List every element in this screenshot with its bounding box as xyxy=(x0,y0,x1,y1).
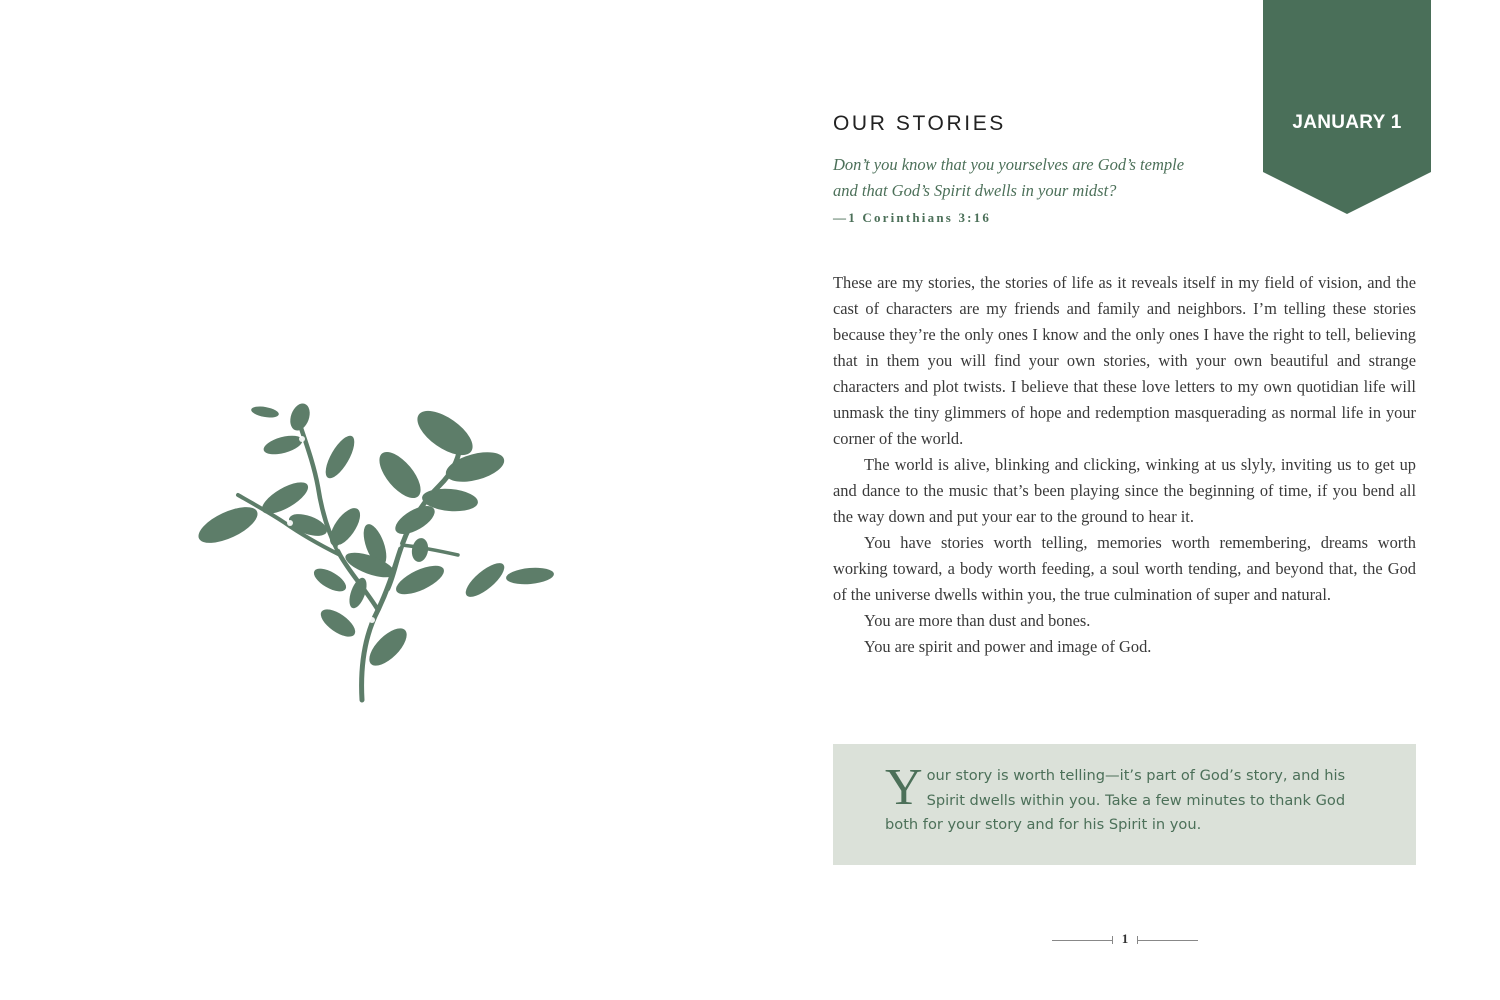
paragraph: You have stories worth telling, memories worth remembering, dreams worth working toward, a body worth feeding, a soul worth tending, and beyond that, the God of the universe dwells within you, the true culmination of super and natural. xyxy=(833,533,1416,604)
callout-text xyxy=(885,759,1375,838)
reflection-callout xyxy=(833,744,1416,865)
page-footer xyxy=(1052,931,1198,949)
drop-cap: Y xyxy=(885,759,923,816)
leafy-sprig-icon xyxy=(190,395,570,715)
verse-line: Don’t you know that you yourselves are God’s temple xyxy=(833,155,1185,174)
page-title: OUR STORIES xyxy=(833,112,1006,135)
verse-reference: —1 Corinthians 3:16 xyxy=(833,210,992,225)
date-ribbon xyxy=(1263,0,1431,214)
date-label: JANUARY 1 xyxy=(1292,112,1402,133)
callout-body: our story is worth telling—it’s part of God’s story, and his Spirit dwells within you. Take a few minutes to thank God both for your story and for his Spirit in you. xyxy=(885,767,1346,833)
scripture-verse xyxy=(833,152,1233,204)
paragraph: You are spirit and power and image of God. xyxy=(864,637,1152,656)
verse-line: and that God’s Spirit dwells in your midst? xyxy=(833,181,1117,200)
paragraph: You are more than dust and bones. xyxy=(864,611,1091,630)
paragraph: These are my stories, the stories of life as it reveals itself in my field of vision, and the cast of characters are my friends and family and neighbors. I’m telling these stories because they’re the only ones I know and the only ones I have the right to tell, believing that in them you will find your own stories, with your own beautiful and strange characters and plot twists. I believe that these love letters to my own quotidian life will unmask the tiny glimmers of hope and redemption masquerading as normal life in your corner of the world. xyxy=(833,273,1416,448)
body-text xyxy=(833,270,1416,660)
paragraph: The world is alive, blinking and clicking, winking at us slyly, inviting us to get up and dance to the music that’s been playing since the beginning of time, if you bend all the way down and put your ear to the ground to hear it. xyxy=(833,455,1416,526)
page-number: 1 xyxy=(1121,931,1129,946)
